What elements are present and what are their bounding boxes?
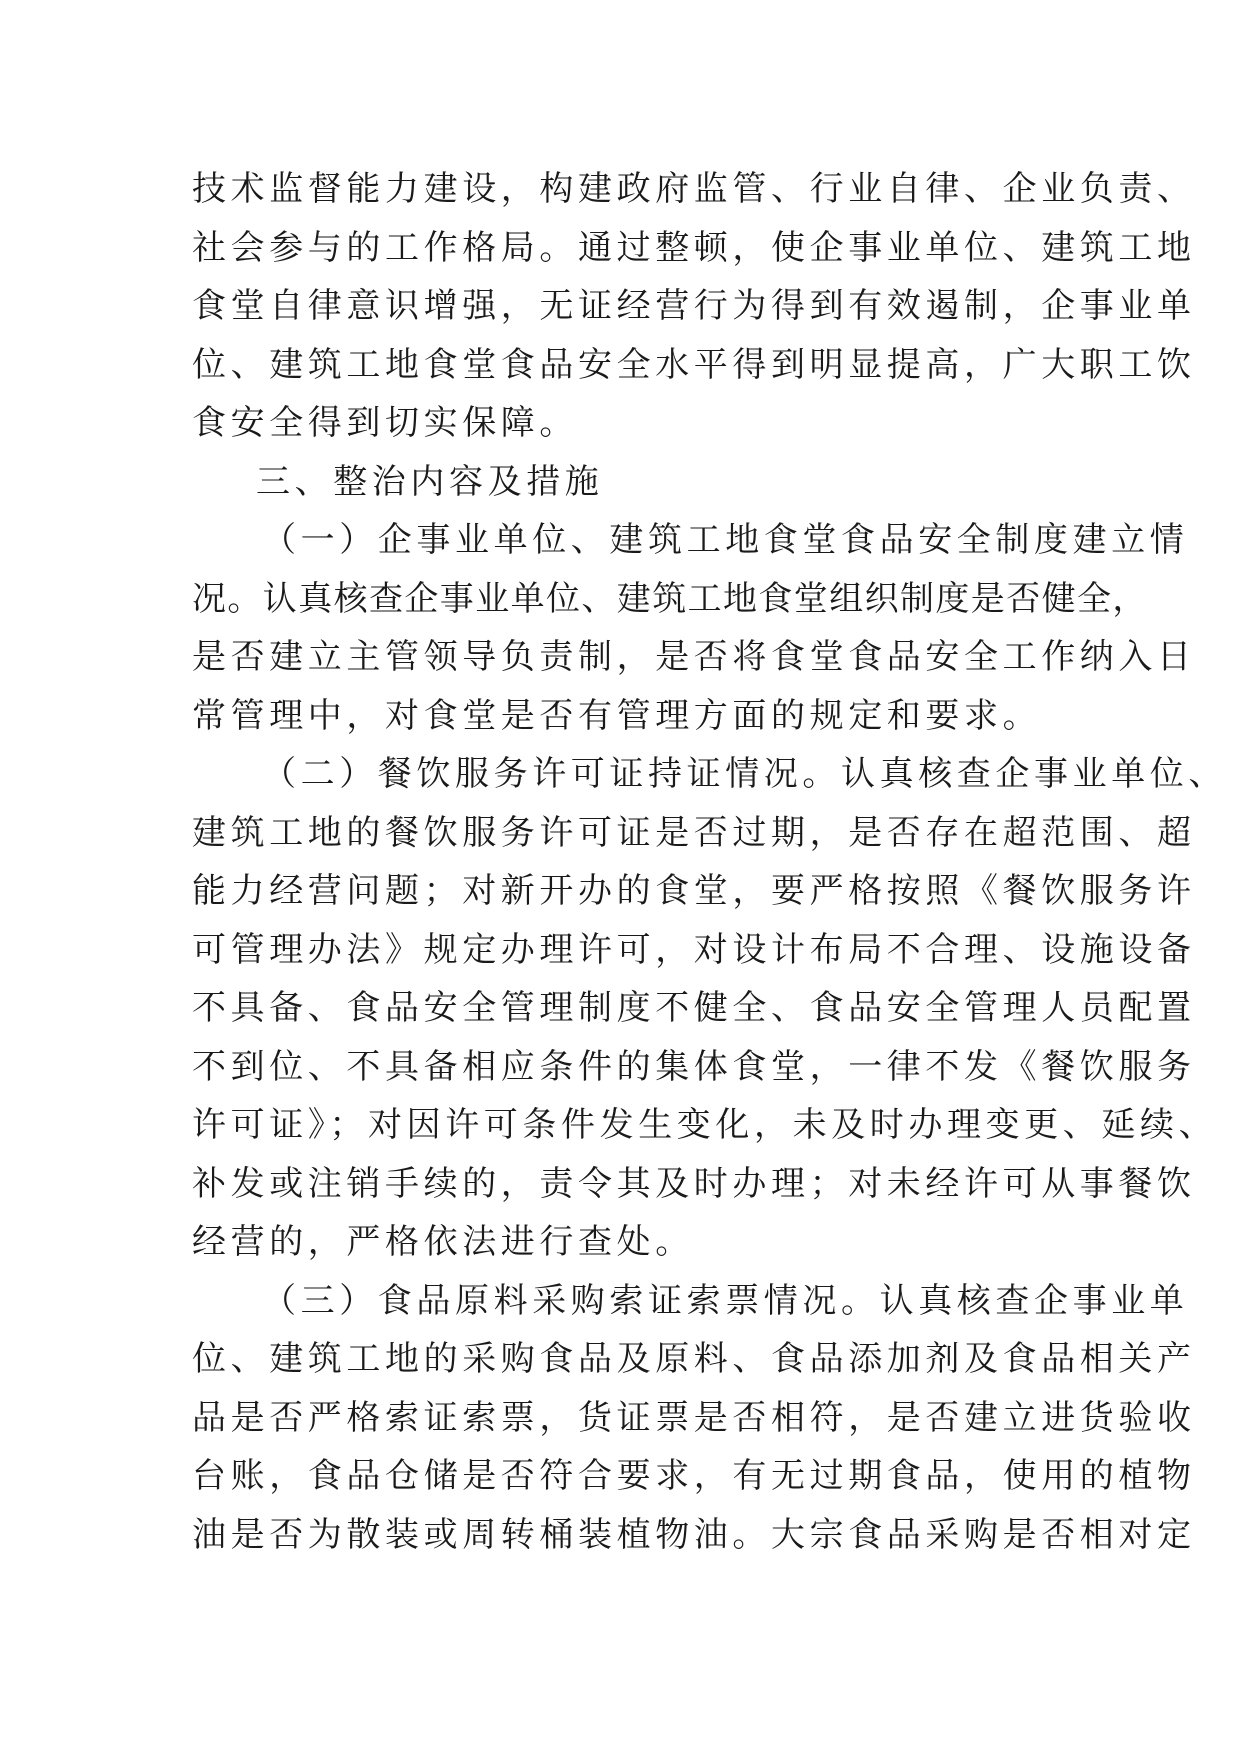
text-line: 常管理中，对食堂是否有管理方面的规定和要求。	[192, 695, 1042, 736]
text-line: 品是否严格索证索票，货证票是否相符，是否建立进货验收	[192, 1397, 1196, 1438]
text-line: 况。认真核查企事业单位、建筑工地食堂组织制度是否健全，	[192, 578, 1148, 619]
text-line: 是否建立主管领导负责制，是否将食堂食品安全工作纳入日	[192, 637, 1196, 677]
text-line: 不具备、食品安全管理制度不健全、食品安全管理人员配置	[192, 988, 1196, 1028]
text-line: 位、建筑工地食堂食品安全水平得到明显提高，广大职工饮	[192, 344, 1196, 385]
text-line: 能力经营问题；对新开办的食堂，要严格按照《餐饮服务许	[192, 871, 1196, 911]
text-line: 不到位、不具备相应条件的集体食堂，一律不发《餐饮服务	[192, 1046, 1196, 1087]
text-line: 可管理办法》规定办理许可，对设计布局不合理、设施设备	[192, 929, 1196, 970]
text-line: 建筑工地的餐饮服务许可证是否过期，是否存在超范围、超	[192, 812, 1196, 853]
text-line: 位、建筑工地的采购食品及原料、食品添加剂及食品相关产	[192, 1339, 1196, 1379]
subsection-first-line: （二）餐饮服务许可证持证情况。认真核查企事业单位、	[262, 754, 1227, 794]
text-line: 许可证》；对因许可条件发生变化，未及时办理变更、延续、	[192, 1105, 1218, 1145]
text-line: 食堂自律意识增强，无证经营行为得到有效遏制，企事业单	[192, 286, 1196, 326]
subsection-first-line: （一）企事业单位、建筑工地食堂食品安全制度建立情	[262, 520, 1189, 560]
text-line: 社会参与的工作格局。通过整顿，使企事业单位、建筑工地	[192, 227, 1196, 268]
section-heading: 三、整治内容及措施	[256, 461, 604, 502]
text-line: 台账，食品仓储是否符合要求，有无过期食品，使用的植物	[192, 1456, 1196, 1496]
text-line: 技术监督能力建设，构建政府监管、行业自律、企业负责、	[192, 169, 1196, 209]
text-line: 补发或注销手续的，责令其及时办理；对未经许可从事餐饮	[192, 1163, 1196, 1204]
document-body	[192, 160, 1227, 1564]
subsection-first-line: （三）食品原料采购索证索票情况。认真核查企事业单	[262, 1280, 1189, 1321]
text-line: 油是否为散装或周转桶装植物油。大宗食品采购是否相对定	[192, 1514, 1196, 1555]
text-line: 经营的，严格依法进行查处。	[192, 1222, 694, 1262]
text-line: 食安全得到切实保障。	[192, 403, 578, 443]
